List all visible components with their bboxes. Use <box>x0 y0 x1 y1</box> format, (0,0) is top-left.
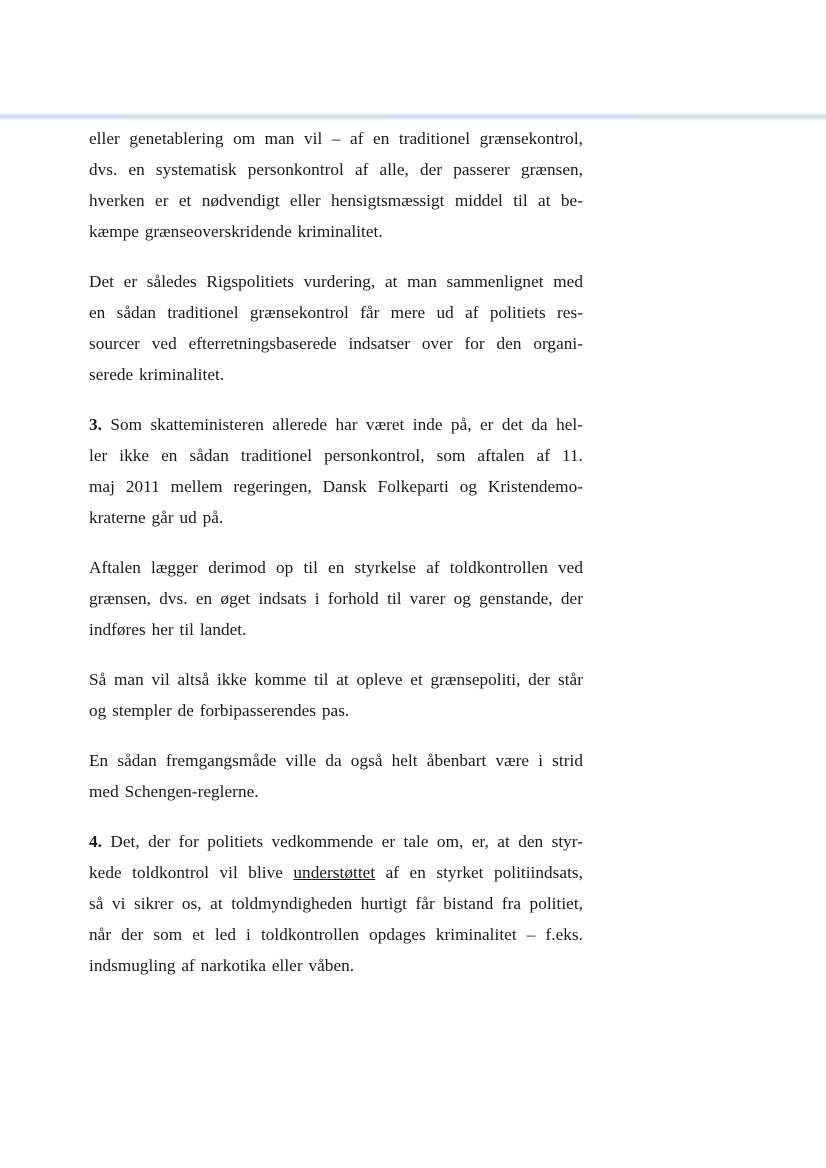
text-line: maj 2011 mellem regeringen, Dansk Folkeparti og Kristendemo- <box>89 477 583 496</box>
text-line: eller genetablering om man vil – af en traditionel grænsekontrol, <box>89 129 583 148</box>
text-line: En sådan fremgangsmåde ville da også helt åbenbart være i strid <box>89 751 583 770</box>
text-line: hverken er et nødvendigt eller hensigtsmæssigt middel til at be- <box>89 191 583 210</box>
section-number: 3. <box>89 415 102 434</box>
text-line: Det er således Rigspolitiets vurdering, at man sammenlignet med <box>89 272 583 291</box>
paragraph-6 <box>89 745 583 807</box>
text-span: Som skatteministeren allerede har været inde på, er det da hel- <box>102 415 583 434</box>
text-line: Aftalen lægger derimod op til en styrkelse af toldkontrollen ved <box>89 558 583 577</box>
paragraph-4 <box>89 552 583 645</box>
text-line <box>89 857 583 888</box>
section-number: 4. <box>89 832 102 851</box>
text-line <box>89 826 583 857</box>
paragraph-1 <box>89 123 583 247</box>
paragraph-5 <box>89 664 583 726</box>
paragraph-7 <box>89 826 583 981</box>
underlined-word: understøttet <box>293 863 376 882</box>
paragraph-2 <box>89 266 583 390</box>
text-line: ler ikke en sådan traditionel personkontrol, som aftalen af 11. <box>89 446 583 465</box>
text-span: Det, der for politiets vedkommende er tale om, er, at den styr- <box>102 832 583 851</box>
paragraph-3 <box>89 409 583 533</box>
text-line: kæmpe grænseoverskridende kriminalitet. <box>89 222 383 241</box>
text-span: af en styrket politiindsats, <box>375 863 583 882</box>
text-line: dvs. en systematisk personkontrol af alle, der passerer grænsen, <box>89 160 583 179</box>
text-span: kede toldkontrol vil blive <box>89 863 294 882</box>
text-line: så vi sikrer os, at toldmyndigheden hurtigt får bistand fra politiet, <box>89 894 583 913</box>
text-line: og stempler de forbipasserendes pas. <box>89 701 350 720</box>
text-line: serede kriminalitet. <box>89 365 225 384</box>
text-line: sourcer ved efterretningsbaserede indsatser over for den organi- <box>89 334 583 353</box>
text-line: indføres her til landet. <box>89 620 247 639</box>
text-line <box>89 409 583 440</box>
text-line: indsmugling af narkotika eller våben. <box>89 956 355 975</box>
text-line: kraterne går ud på. <box>89 508 224 527</box>
text-line: grænsen, dvs. en øget indsats i forhold til varer og genstande, der <box>89 589 583 608</box>
header-rule <box>0 113 826 121</box>
text-line: når der som et led i toldkontrollen opdages kriminalitet – f.eks. <box>89 925 583 944</box>
document-body <box>89 123 583 981</box>
text-line: en sådan traditionel grænsekontrol får mere ud af politiets res- <box>89 303 583 322</box>
text-line: Så man vil altså ikke komme til at opleve et grænsepoliti, der står <box>89 670 583 689</box>
text-line: med Schengen-reglerne. <box>89 782 259 801</box>
